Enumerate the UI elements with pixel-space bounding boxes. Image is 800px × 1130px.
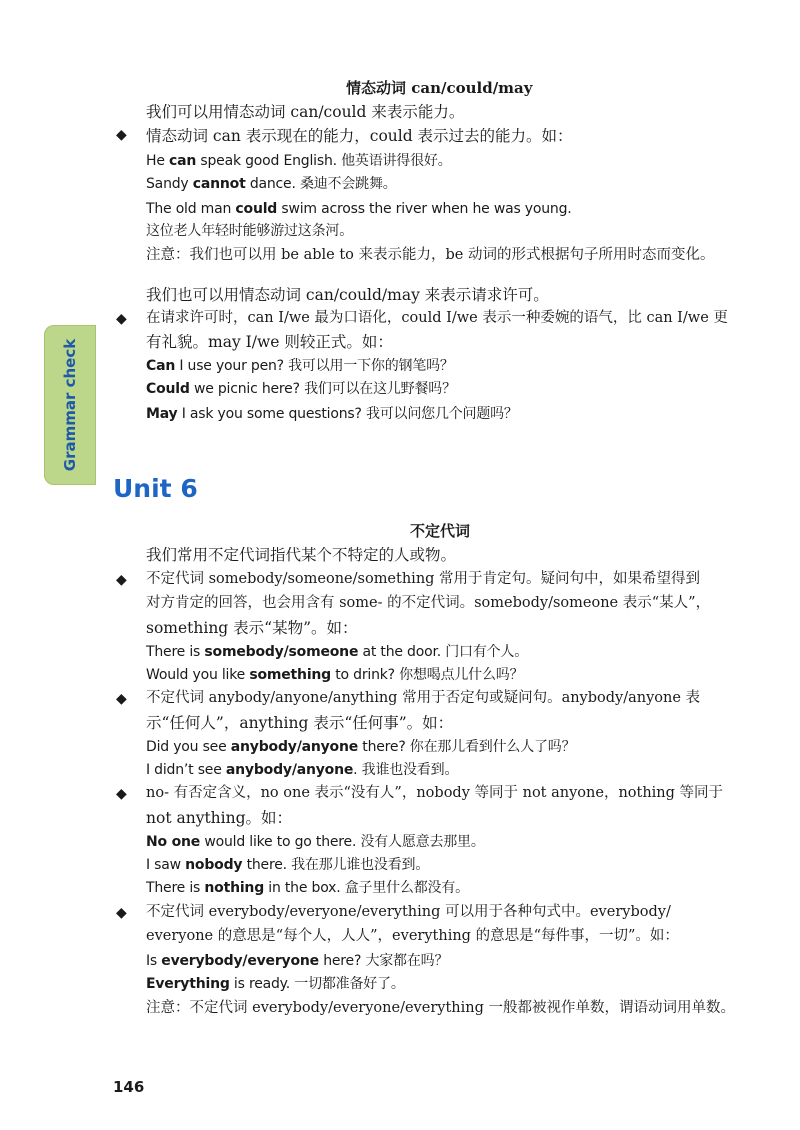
example-line: There is nothing in the box. 盒子里什么都没有。 [146, 880, 469, 896]
bullet-any-cont: 示“任何人”，anything 表示“任何事”。如： [146, 714, 454, 732]
bullet-every-cont: everyone 的意思是“每个人，人人”，everything 的意思是“每件事，一切”。如： [146, 928, 679, 944]
bullet-icon: ◆ [116, 127, 127, 143]
example-line: Can I use your pen? 我可以用一下你的钢笔吗？ [146, 358, 454, 374]
example-line: Everything is ready. 一切都准备好了。 [146, 976, 405, 992]
bullet-icon: ◆ [116, 905, 127, 921]
bullet-icon: ◆ [116, 572, 127, 588]
bullet-some-cont: 对方肯定的回答，也会用含有 some- 的不定代词。somebody/someone 表示“某人”， [146, 595, 711, 611]
bullet-no: no- 有否定含义，no one 表示“没有人”，nobody 等同于 not anyone，nothing 等同于 [146, 785, 724, 801]
section-title-indefinite-pronouns: 不定代词 [410, 522, 471, 540]
example-line: Is everybody/everyone here? 大家都在吗？ [146, 953, 449, 969]
note-be-able-to: 注意：我们也可以用 be able to 来表示能力，be 动词的形式根据句子所用时态而变化。 [146, 247, 715, 263]
note-singular: 注意：不定代词 everybody/everyone/everything 一般都被视作单数，谓语动词用单数。 [146, 1000, 735, 1016]
example-line: No one would like to go there. 没有人愿意去那里。 [146, 834, 485, 850]
bullet-any: 不定代词 anybody/anyone/anything 常用于否定句或疑问句。anybody/anyone 表 [146, 690, 701, 706]
bullet-icon: ◆ [116, 786, 127, 802]
example-line: Could we picnic here? 我们可以在这儿野餐吗？ [146, 381, 456, 397]
bullet-some-cont: something 表示“某物”。如： [146, 619, 358, 637]
intro-ability: 我们可以用情态动词 can/could 来表示能力。 [146, 103, 465, 121]
bullet-can-could: 情态动词 can 表示现在的能力，could 表示过去的能力。如： [146, 127, 573, 145]
bullet-permission-cont: 有礼貌。may I/we 则较正式。如： [146, 333, 393, 351]
example-line: There is somebody/someone at the door. 门口有个人。 [146, 644, 529, 660]
example-line: May I ask you some questions? 我可以问您几个问题吗？ [146, 406, 518, 422]
bullet-icon: ◆ [116, 311, 127, 327]
bullet-every: 不定代词 everybody/everyone/everything 可以用于各种句式中。everybody/ [146, 904, 671, 920]
example-line: I saw nobody there. 我在那儿谁也没看到。 [146, 857, 430, 873]
example-line: Did you see anybody/anyone there? 你在那儿看到什么人了吗？ [146, 739, 576, 755]
bullet-no-cont: not anything。如： [146, 809, 293, 827]
section-title-modal-verbs: 情态动词 can/could/may [346, 79, 533, 97]
unit-title: Unit 6 [113, 474, 198, 503]
intro-indefinite: 我们常用不定代词指代某个不特定的人或物。 [146, 546, 457, 564]
example-line: Would you like something to drink? 你想喝点儿什么吗？ [146, 667, 524, 683]
page-number: 146 [113, 1078, 145, 1096]
bullet-icon: ◆ [116, 691, 127, 707]
grammar-check-label: Grammar check [61, 338, 80, 472]
example-line: He can speak good English. 他英语讲得很好。 [146, 153, 452, 169]
example-translation: 这位老人年轻时能够游过这条河。 [146, 223, 353, 239]
example-line: Sandy cannot dance. 桑迪不会跳舞。 [146, 176, 397, 192]
example-line: The old man could swim across the river when he was young. [146, 201, 572, 217]
example-line: I didn’t see anybody/anyone. 我谁也没看到。 [146, 762, 459, 778]
intro-permission: 我们也可以用情态动词 can/could/may 来表示请求许可。 [146, 286, 549, 304]
bullet-some: 不定代词 somebody/someone/something 常用于肯定句。疑问句中，如果希望得到 [146, 571, 701, 587]
bullet-permission: 在请求许可时，can I/we 最为口语化，could I/we 表示一种委婉的语气，比 can I/we 更 [146, 310, 728, 326]
